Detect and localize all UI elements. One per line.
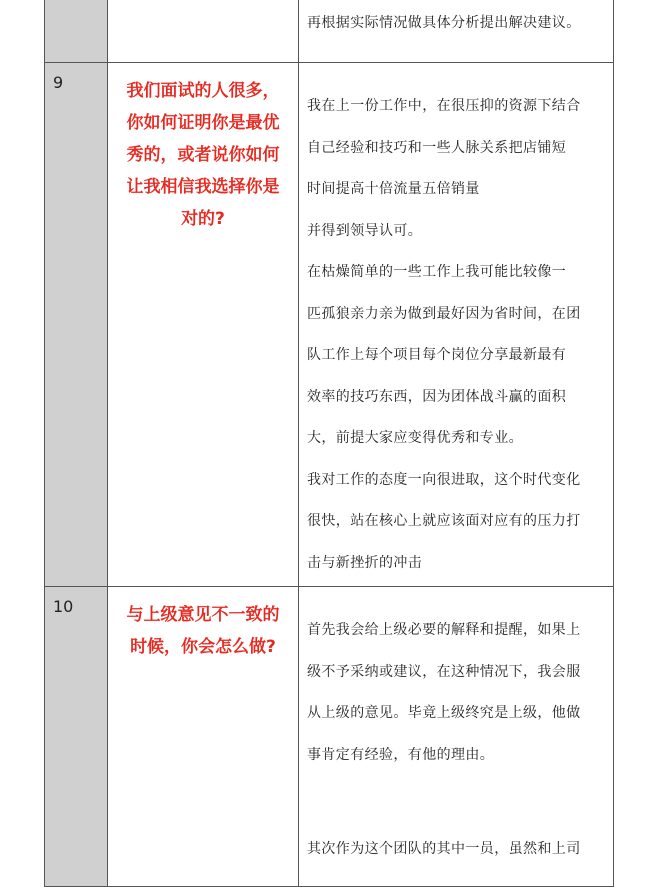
answer-line: 我在上一份工作中，在很压抑的资源下结合	[307, 98, 581, 114]
answer-line: 并得到领导认可。	[307, 222, 423, 239]
question-line: 我们面试的人很多，	[126, 81, 280, 101]
answer-cell	[299, 587, 614, 887]
answer-line: 在枯燥简单的一些工作上我可能比较像一	[307, 264, 567, 280]
answer-line: 从上级的意见。毕竟上级终究是上级，他做	[307, 705, 581, 721]
row-number: 10	[53, 597, 74, 616]
question-line: 与上级意见不一致的	[126, 605, 280, 625]
question-cell	[108, 0, 299, 63]
question-line: 秀的，或者说你如何	[126, 145, 280, 165]
table-row	[45, 0, 614, 63]
answer-line: 大，前提大家应变得优秀和专业。	[307, 430, 523, 446]
answer-line: 事肯定有经验，有他的理由。	[307, 746, 495, 763]
answer-cell	[299, 63, 614, 587]
answer-line: 级不予采纳或建议，在这种情况下，我会服	[307, 663, 581, 680]
question-line: 让我相信我选择你是	[126, 177, 280, 197]
answer-line: 队工作上每个项目每个岗位分享最新最有	[307, 347, 567, 363]
row-number-cell	[45, 0, 108, 63]
answer-line: 击与新挫折的冲击	[307, 554, 423, 571]
answer-line: 自己经验和技巧和一些人脉关系把店铺短	[307, 139, 567, 156]
answer-line: 匹孤狼亲力亲为做到最好因为省时间，在团	[307, 305, 581, 322]
answer-line: 首先我会给上级必要的解释和提醒，如果上	[307, 622, 581, 638]
answer-cell	[299, 0, 614, 63]
question-line: 时候，你会怎么做?	[130, 637, 276, 657]
answer-line: 时间提高十倍流量五倍销量	[307, 181, 480, 197]
question-line: 对的?	[181, 209, 225, 229]
table-row	[45, 587, 614, 887]
answer-line: 再根据实际情况做具体分析提出解决建议。	[307, 15, 581, 31]
table-row	[45, 63, 614, 587]
question-line: 你如何证明你是最优	[126, 113, 280, 133]
qa-table	[44, 0, 614, 887]
row-number-cell	[45, 63, 108, 587]
question-cell	[108, 63, 299, 587]
row-number: 9	[53, 73, 64, 92]
answer-line: 其次作为这个团队的其中一员，虽然和上司	[307, 841, 581, 857]
answer-line: 很快，站在核心上就应该面对应有的压力打	[307, 513, 581, 529]
question-cell	[108, 587, 299, 887]
answer-line: 我对工作的态度一向很进取，这个时代变化	[307, 471, 581, 488]
answer-line: 效率的技巧东西，因为团体战斗赢的面积	[307, 388, 567, 405]
row-number-cell	[45, 587, 108, 887]
